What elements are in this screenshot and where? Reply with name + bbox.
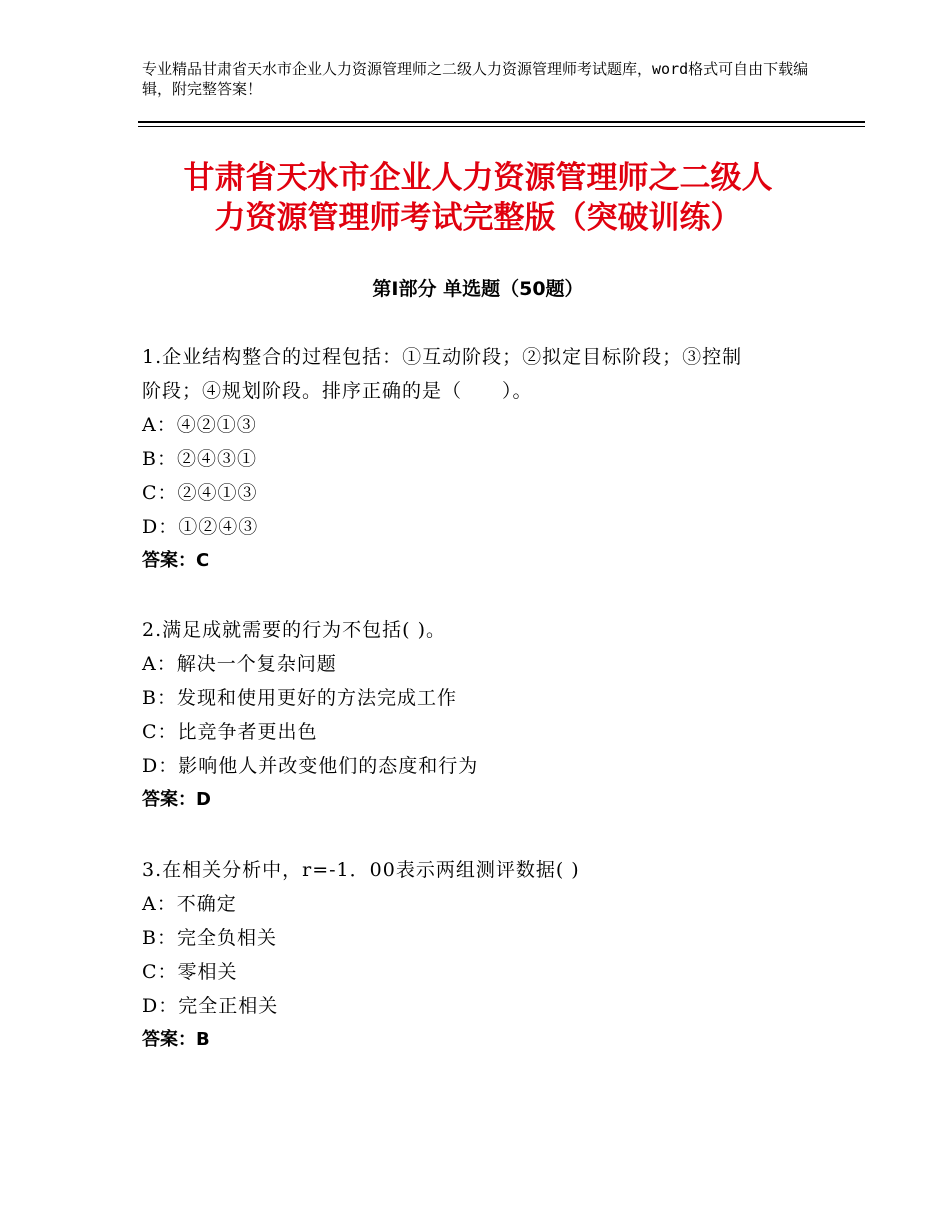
section-title: 第Ⅰ部分 单选题（50题） [372,278,584,300]
option-b: B：②④③① [142,448,257,470]
option-a: A：不确定 [142,893,237,915]
header-rule-thick [138,121,865,123]
option-b: B：完全负相关 [142,927,277,949]
option-a: A：④②①③ [142,414,257,436]
header-rule-thin [138,126,865,127]
option-a: A：解决一个复杂问题 [142,653,337,675]
option-c: C：零相关 [142,961,238,983]
question-stem-continued: 阶段；④规划阶段。排序正确的是（ ）。 [142,380,533,402]
question-1 [142,340,822,578]
header-note: 专业精品甘肃省天水市企业人力资源管理师之二级人力资源管理师考试题库，word格式可自由下载编辑，附完整答案！ [142,60,809,98]
question-stem: 2.满足成就需要的行为不包括( )。 [142,619,446,641]
option-b: B：发现和使用更好的方法完成工作 [142,687,457,709]
title-line-1: 甘肃省天水市企业人力资源管理师之二级人 [183,160,773,196]
title-line-2: 力资源管理师考试完整版（突破训练） [214,200,742,236]
option-c: C：②④①③ [142,482,258,504]
option-d: D：完全正相关 [142,995,279,1017]
option-d: D：①②④③ [142,516,259,538]
question-3 [142,853,822,1057]
answer: 答案：B [142,1029,210,1050]
answer: 答案：C [142,550,210,571]
question-2 [142,613,822,817]
option-c: C：比竞争者更出色 [142,721,318,743]
question-stem: 1.企业结构整合的过程包括：①互动阶段；②拟定目标阶段；③控制 [142,346,743,368]
question-stem: 3.在相关分析中，r=-1．00表示两组测评数据( ) [142,859,580,881]
option-d: D：影响他人并改变他们的态度和行为 [142,755,479,777]
answer: 答案：D [142,789,211,810]
document-title [138,158,818,238]
